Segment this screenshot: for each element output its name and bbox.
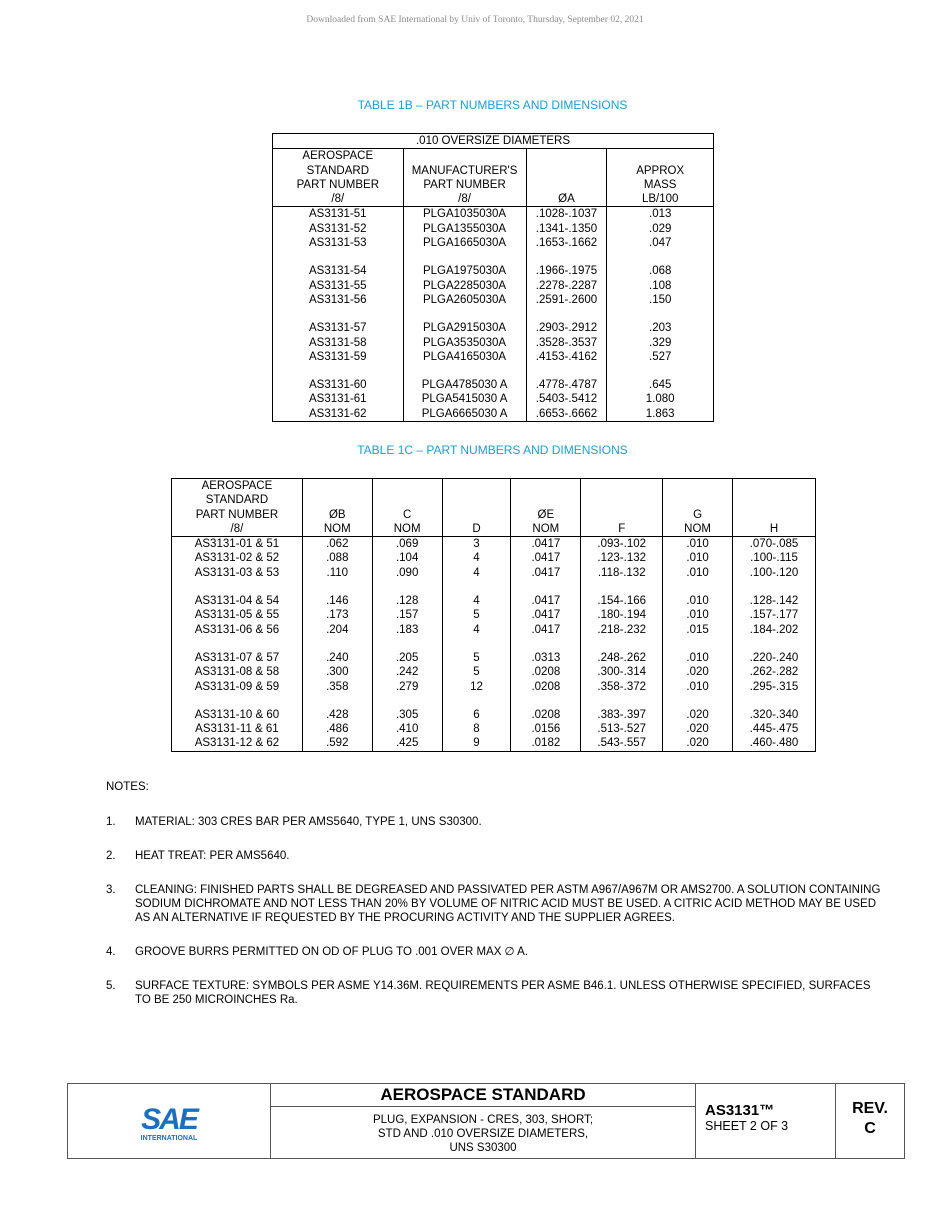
table-row (273, 236, 714, 250)
table-cell: 4 (442, 566, 511, 580)
column-header (663, 479, 733, 537)
column-header-line: PART NUMBER (423, 178, 506, 191)
table-cell: .110 (302, 566, 372, 580)
table-cell: .358 (302, 680, 372, 694)
table-row (273, 378, 714, 392)
table-cell: .154-.166 (581, 594, 663, 608)
table-cell: .0208 (511, 708, 581, 722)
note-number: 4. (106, 946, 116, 958)
table-cell: .108 (607, 279, 714, 293)
table-cell: AS3131-61 (273, 392, 404, 406)
column-header (733, 479, 816, 537)
table-cell: AS3131-51 (273, 207, 404, 222)
table-cell: 3 (442, 537, 511, 552)
table-cell: 9 (442, 736, 511, 751)
column-header-line: ØB (328, 508, 346, 521)
table-cell: .015 (663, 623, 733, 637)
note-number: 3. (106, 884, 116, 896)
table-row (172, 722, 816, 736)
column-header (442, 479, 511, 537)
table-cell: .218-.232 (581, 623, 663, 637)
table-cell: .100-.120 (733, 566, 816, 580)
table-row (172, 537, 816, 552)
table-cell: AS3131-01 & 51 (172, 537, 303, 552)
standard-title: AEROSPACE STANDARD (271, 1084, 695, 1107)
column-header (403, 149, 526, 207)
table-cell: .010 (663, 608, 733, 622)
table-cell: PLGA4165030A (403, 350, 526, 364)
table-1b (272, 133, 714, 422)
table-cell: .070-.085 (733, 537, 816, 552)
table-cell: 5 (442, 665, 511, 679)
column-header-line: PART NUMBER (296, 178, 380, 191)
column-header-line: /8/ (230, 522, 244, 535)
column-header-line: MANUFACTURER'S (411, 164, 518, 177)
column-header (581, 479, 663, 537)
table-cell: .279 (372, 680, 442, 694)
table-row (273, 407, 714, 422)
note-item (106, 945, 886, 959)
table-cell: AS3131-02 & 52 (172, 551, 303, 565)
table-cell: .010 (663, 537, 733, 552)
table-row (273, 207, 714, 222)
table-cell: 4 (442, 594, 511, 608)
table-cell: 1.863 (607, 407, 714, 422)
table-cell: .4778-.4787 (526, 378, 607, 392)
table-row (172, 551, 816, 565)
table-cell: .183 (372, 623, 442, 637)
note-item (106, 815, 886, 829)
column-header-line: /8/ (331, 193, 345, 206)
column-header-line: STANDARD (306, 164, 369, 177)
column-header (526, 149, 607, 207)
table-cell: PLGA1975030A (403, 264, 526, 278)
table-cell: .150 (607, 293, 714, 307)
table-row (172, 623, 816, 637)
table-cell: .118-.132 (581, 566, 663, 580)
note-number: 1. (106, 816, 116, 828)
table-cell: .020 (663, 736, 733, 751)
table-row (172, 665, 816, 679)
table-row (172, 608, 816, 622)
document-number: AS3131™ (705, 1102, 775, 1119)
table-cell: .300-.314 (581, 665, 663, 679)
column-header-line: AEROSPACE (201, 480, 273, 492)
table-cell: .425 (372, 736, 442, 751)
table-cell: .262-.282 (733, 665, 816, 679)
table-cell: .128 (372, 594, 442, 608)
table-cell: .020 (663, 665, 733, 679)
table-cell: AS3131-08 & 58 (172, 665, 303, 679)
note-text: SURFACE TEXTURE: SYMBOLS PER ASME Y14.36M. REQUIREMENTS PER ASME B46.1. UNLESS OTHERWISE SPECIFIED, SURFACES TO BE 250 MICROINCHES Ra. (135, 980, 871, 1006)
table-cell: .4153-.4162 (526, 350, 607, 364)
column-header (172, 479, 303, 537)
description-line: STD AND .010 OVERSIZE DIAMETERS, (377, 1128, 589, 1140)
svg-text:SAE: SAE (141, 1103, 197, 1136)
table-cell: .157 (372, 608, 442, 622)
column-header (302, 479, 372, 537)
table-row (273, 264, 714, 278)
table-cell: .645 (607, 378, 714, 392)
table-cell: .592 (302, 736, 372, 751)
table-cell: .010 (663, 680, 733, 694)
table-cell: 5 (442, 608, 511, 622)
column-header-line: /8/ (458, 193, 471, 206)
title-block (67, 1083, 905, 1159)
group-spacer (273, 250, 714, 264)
table-cell: .0417 (511, 566, 581, 580)
sheet-number: SHEET 2 OF 3 (705, 1119, 789, 1133)
column-header-line: G (693, 508, 703, 521)
svg-text:INTERNATIONAL: INTERNATIONAL (140, 1135, 198, 1142)
table-row (273, 336, 714, 350)
group-spacer (273, 364, 714, 378)
table-cell: .329 (607, 336, 714, 350)
table-cell: .1341-.1350 (526, 222, 607, 236)
table-cell: .013 (607, 207, 714, 222)
group-spacer (273, 307, 714, 321)
table-cell: AS3131-05 & 55 (172, 608, 303, 622)
table-1b-caption: TABLE 1B – PART NUMBERS AND DIMENSIONS (357, 98, 628, 112)
table-cell: .2903-.2912 (526, 321, 607, 335)
table-cell: .173 (302, 608, 372, 622)
table-cell: .047 (607, 236, 714, 250)
table-cell: AS3131-52 (273, 222, 404, 236)
table-cell: 6 (442, 708, 511, 722)
table-cell: .445-.475 (733, 722, 816, 736)
table-cell: 8 (442, 722, 511, 736)
table-cell: PLGA5415030 A (403, 392, 526, 406)
table-cell: AS3131-56 (273, 293, 404, 307)
table-cell: .180-.194 (581, 608, 663, 622)
table-1c (171, 478, 816, 752)
revision (836, 1084, 904, 1158)
notes-section (106, 780, 886, 1027)
table-cell: .2278-.2287 (526, 279, 607, 293)
note-text: HEAT TREAT: PER AMS5640. (135, 850, 290, 862)
table-row (273, 321, 714, 335)
table-cell: AS3131-53 (273, 236, 404, 250)
table-cell: .0156 (511, 722, 581, 736)
table-row (273, 392, 714, 406)
table-row (172, 736, 816, 751)
table-cell: PLGA1355030A (403, 222, 526, 236)
table-cell: .358-.372 (581, 680, 663, 694)
table-cell: .300 (302, 665, 372, 679)
table-cell: AS3131-04 & 54 (172, 594, 303, 608)
column-header-line: STANDARD (205, 494, 269, 507)
group-spacer (172, 694, 816, 708)
column-header-line: MASS (643, 178, 677, 191)
table-cell: .0208 (511, 665, 581, 679)
table-cell: .020 (663, 708, 733, 722)
column-header-line: NOM (532, 522, 560, 535)
column-header-line: ØE (537, 508, 555, 521)
note-item (106, 849, 886, 863)
table-row (172, 708, 816, 722)
table-cell: 4 (442, 623, 511, 637)
table-cell: .093-.102 (581, 537, 663, 552)
table-cell: AS3131-10 & 60 (172, 708, 303, 722)
table-cell: AS3131-60 (273, 378, 404, 392)
table-cell: AS3131-62 (273, 407, 404, 422)
table-cell: .248-.262 (581, 651, 663, 665)
revision-label: REV. (852, 1100, 888, 1117)
table-cell: PLGA6665030 A (403, 407, 526, 422)
column-header-line: ØA (558, 193, 575, 206)
table-cell: .184-.202 (733, 623, 816, 637)
table-cell: .242 (372, 665, 442, 679)
table-cell: AS3131-07 & 57 (172, 651, 303, 665)
table-cell: .0417 (511, 594, 581, 608)
note-text: GROOVE BURRS PERMITTED ON OD OF PLUG TO .001 OVER MAX ∅ A. (135, 946, 529, 958)
table-cell: AS3131-11 & 61 (172, 722, 303, 736)
table-cell: .068 (607, 264, 714, 278)
column-header (372, 479, 442, 537)
table-cell: .486 (302, 722, 372, 736)
column-header-line: H (769, 522, 779, 535)
description-line: UNS S30300 (449, 1142, 517, 1154)
table-cell: .100-.115 (733, 551, 816, 565)
table-cell: .295-.315 (733, 680, 816, 694)
table-cell: 5 (442, 651, 511, 665)
table-cell: .020 (663, 722, 733, 736)
table-cell: .128-.142 (733, 594, 816, 608)
table-cell: .543-.557 (581, 736, 663, 751)
table-row (172, 566, 816, 580)
table-cell: .0417 (511, 537, 581, 552)
table-cell: .157-.177 (733, 608, 816, 622)
table-cell: PLGA1035030A (403, 207, 526, 222)
table-cell: .527 (607, 350, 714, 364)
table-cell: .010 (663, 566, 733, 580)
table-cell: .1653-.1662 (526, 236, 607, 250)
table-cell: .010 (663, 551, 733, 565)
table-cell: .104 (372, 551, 442, 565)
table-cell: .1028-.1037 (526, 207, 607, 222)
table-cell: .305 (372, 708, 442, 722)
table-cell: .320-.340 (733, 708, 816, 722)
table-cell: AS3131-06 & 56 (172, 623, 303, 637)
table-cell: PLGA4785030 A (403, 378, 526, 392)
oversize-header: .010 OVERSIZE DIAMETERS (273, 134, 714, 149)
table-cell: .0182 (511, 736, 581, 751)
table-cell: AS3131-55 (273, 279, 404, 293)
table-cell: .3528-.3537 (526, 336, 607, 350)
note-number: 2. (106, 850, 116, 862)
table-cell: .1966-.1975 (526, 264, 607, 278)
table-cell: .0417 (511, 623, 581, 637)
table-row (273, 279, 714, 293)
table-row (172, 680, 816, 694)
column-header-line: PART NUMBER (195, 508, 279, 521)
column-header-line: NOM (323, 522, 351, 535)
table-cell: .0417 (511, 608, 581, 622)
table-cell: .090 (372, 566, 442, 580)
table-cell: PLGA2285030A (403, 279, 526, 293)
column-header-line: D (472, 522, 481, 535)
table-cell: AS3131-58 (273, 336, 404, 350)
table-cell: 12 (442, 680, 511, 694)
sae-logo (68, 1084, 271, 1158)
table-cell: .513-.527 (581, 722, 663, 736)
table-row (172, 594, 816, 608)
column-header-line: F (618, 522, 626, 535)
table-cell: AS3131-03 & 53 (172, 566, 303, 580)
column-header-line: LB/100 (641, 193, 679, 206)
column-header-line: NOM (393, 522, 421, 535)
table-cell: .010 (663, 594, 733, 608)
table-cell: AS3131-09 & 59 (172, 680, 303, 694)
table-row (172, 651, 816, 665)
table-1c-caption: TABLE 1C – PART NUMBERS AND DIMENSIONS (357, 443, 628, 457)
table-cell: .0208 (511, 680, 581, 694)
group-spacer (172, 580, 816, 594)
table-cell: .2591-.2600 (526, 293, 607, 307)
group-spacer (172, 637, 816, 651)
table-cell: .205 (372, 651, 442, 665)
table-cell: PLGA2605030A (403, 293, 526, 307)
column-header-line: AEROSPACE (302, 150, 374, 163)
table-cell: AS3131-59 (273, 350, 404, 364)
table-cell: .062 (302, 537, 372, 552)
table-cell: .069 (372, 537, 442, 552)
note-number: 5. (106, 980, 116, 992)
table-cell: .460-.480 (733, 736, 816, 751)
column-header (511, 479, 581, 537)
table-cell: AS3131-54 (273, 264, 404, 278)
table-cell: .0417 (511, 551, 581, 565)
note-text: MATERIAL: 303 CRES BAR PER AMS5640, TYPE 1, UNS S30300. (135, 816, 482, 828)
table-cell: .029 (607, 222, 714, 236)
table-cell: .088 (302, 551, 372, 565)
table-cell: .203 (607, 321, 714, 335)
table-cell: PLGA3535030A (403, 336, 526, 350)
column-header-line: C (402, 508, 412, 521)
table-cell: .123-.132 (581, 551, 663, 565)
description-line: PLUG, EXPANSION - CRES, 303, SHORT; (372, 1114, 594, 1126)
table-cell: 1.080 (607, 392, 714, 406)
table-cell: .220-.240 (733, 651, 816, 665)
table-cell: .0313 (511, 651, 581, 665)
table-cell: .240 (302, 651, 372, 665)
table-cell: AS3131-12 & 62 (172, 736, 303, 751)
table-cell: .428 (302, 708, 372, 722)
table-row (273, 222, 714, 236)
column-header-line: APPROX (636, 164, 685, 177)
table-cell: .383-.397 (581, 708, 663, 722)
table-row (273, 350, 714, 364)
table-cell: .5403-.5412 (526, 392, 607, 406)
notes-heading: NOTES: (106, 781, 149, 793)
table-cell: 4 (442, 551, 511, 565)
note-item (106, 979, 886, 1007)
table-cell: .204 (302, 623, 372, 637)
download-notice: Downloaded from SAE International by Univ of Toronto, Thursday, September 02, 2021 (306, 15, 644, 25)
table-cell: .6653-.6662 (526, 407, 607, 422)
table-cell: AS3131-57 (273, 321, 404, 335)
table-cell: PLGA1665030A (403, 236, 526, 250)
column-header (273, 149, 404, 207)
column-header-line: NOM (684, 522, 712, 535)
table-cell: .010 (663, 651, 733, 665)
part-description (271, 1107, 695, 1158)
note-text: CLEANING: FINISHED PARTS SHALL BE DEGREASED AND PASSIVATED PER ASTM A967/A967M OR AMS2700. A SOLUTION CONTAINING SODIUM DICHROMATE AND NOT LESS THAN 20% BY VOLUME OF NITRIC ACID MUST BE USED. A CITRIC ACID METHOD MAY BE USED AS AN ALTERNATIVE IF REQUESTED BY THE PROCURING ACTIVITY AND THE SUPPLIER AGREES. (135, 884, 881, 924)
table-cell: .146 (302, 594, 372, 608)
column-header (607, 149, 714, 207)
revision-value: C (864, 1120, 876, 1137)
table-row (273, 293, 714, 307)
table-cell: .410 (372, 722, 442, 736)
table-cell: PLGA2915030A (403, 321, 526, 335)
note-item (106, 883, 886, 925)
